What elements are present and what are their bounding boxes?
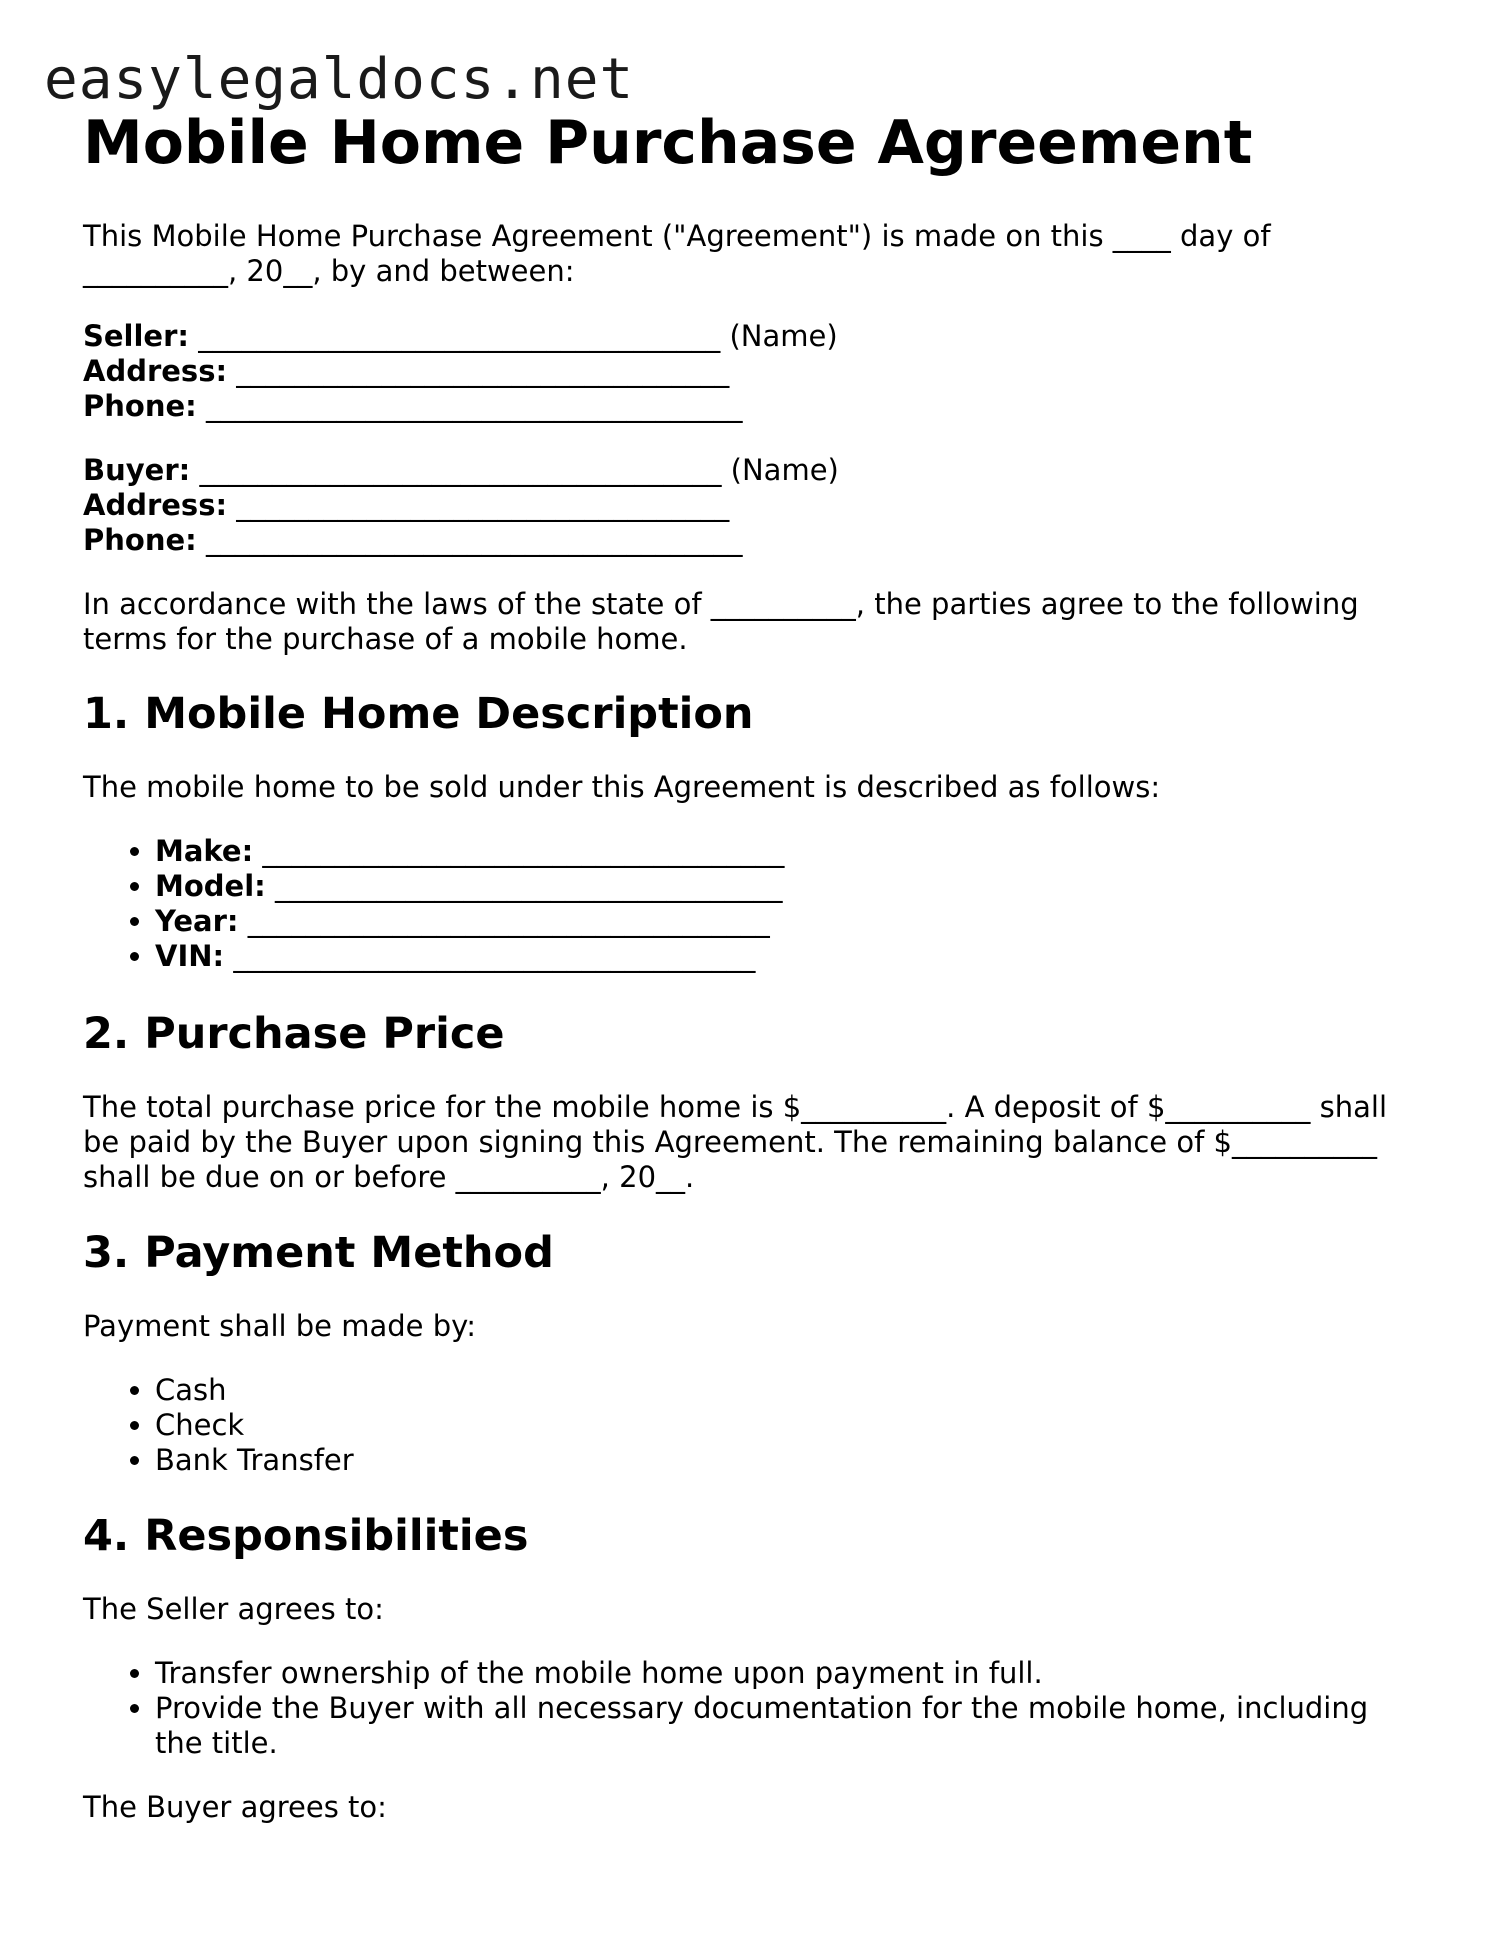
list-item [155,904,1423,939]
make-blank: ____________________________________ [262,834,785,868]
seller-agrees-text: The Seller agrees to: [83,1592,384,1626]
section-2-heading: 2. Purchase Price [83,1009,505,1059]
section-3-text: Payment shall be made by: [83,1309,476,1343]
buyer-agrees-text: The Buyer agrees to: [83,1790,387,1824]
buyer-address-label: Address: [83,488,228,522]
buyer-name-line [83,453,1423,488]
buyer-fields [83,453,1423,558]
buyer-address-blank: __________________________________ [236,488,730,522]
document-page [83,106,1423,1825]
seller-fields [83,319,1423,424]
seller-responsibilities-list [83,1656,1423,1761]
list-item [155,834,1423,869]
year-label: Year: [155,904,239,938]
seller-phone-blank: _____________________________________ [205,389,743,423]
model-blank: ___________________________________ [274,869,783,903]
make-label: Make: [155,834,254,868]
list-item: • Cash [155,1373,1423,1408]
seller-name-label: Seller: [83,319,190,353]
list-item [155,869,1423,904]
section-3-heading: 3. Payment Method [83,1228,554,1278]
intro-paragraph: This Mobile Home Purchase Agreement ("Agreement") is made on this ____ day of __________, 20__, by and between: [83,219,1271,288]
seller-phone-label: Phone: [83,389,197,423]
list-item: • Bank Transfer [155,1443,1423,1478]
seller-name-blank: ____________________________________ (Name) [198,319,838,353]
seller-address-line [83,354,1423,389]
buyer-address-line [83,488,1423,523]
list-item: • Transfer ownership of the mobile home upon payment in full. [155,1656,1423,1691]
seller-address-label: Address: [83,354,228,388]
document-title: Mobile Home Purchase Agreement [83,108,1253,178]
section-1-text: The mobile home to be sold under this Agreement is described as follows: [83,770,1161,804]
list-item: • Provide the Buyer with all necessary documentation for the mobile home, including the title. [155,1691,1423,1761]
model-label: Model: [155,869,266,903]
list-item [155,939,1423,974]
seller-name-line [83,319,1423,354]
buyer-name-blank: ____________________________________ (Name) [199,453,839,487]
list-item: • Check [155,1408,1423,1443]
vin-blank: ____________________________________ [233,939,756,973]
section-4-heading: 4. Responsibilities [83,1511,529,1561]
vin-label: VIN: [155,939,225,973]
buyer-phone-blank: _____________________________________ [205,523,743,557]
section-2-text: The total purchase price for the mobile home is $__________. A deposit of $__________ shall be paid by the Buyer upon signing this Agreement. The remaining balance of $__________ shall be due on or before __________, 20__. [83,1090,1388,1194]
seller-address-blank: __________________________________ [236,354,730,388]
site-watermark: easylegaldocs.net [44,47,635,112]
section-1-heading: 1. Mobile Home Description [83,689,754,739]
accordance-paragraph: In accordance with the laws of the state of __________, the parties agree to the following terms for the purchase of a mobile home. [83,587,1359,656]
description-list [83,834,1423,974]
buyer-name-label: Buyer: [83,453,191,487]
payment-method-list [83,1373,1423,1478]
year-blank: ____________________________________ [247,904,770,938]
buyer-phone-label: Phone: [83,523,197,557]
buyer-phone-line [83,523,1423,558]
seller-phone-line [83,389,1423,424]
